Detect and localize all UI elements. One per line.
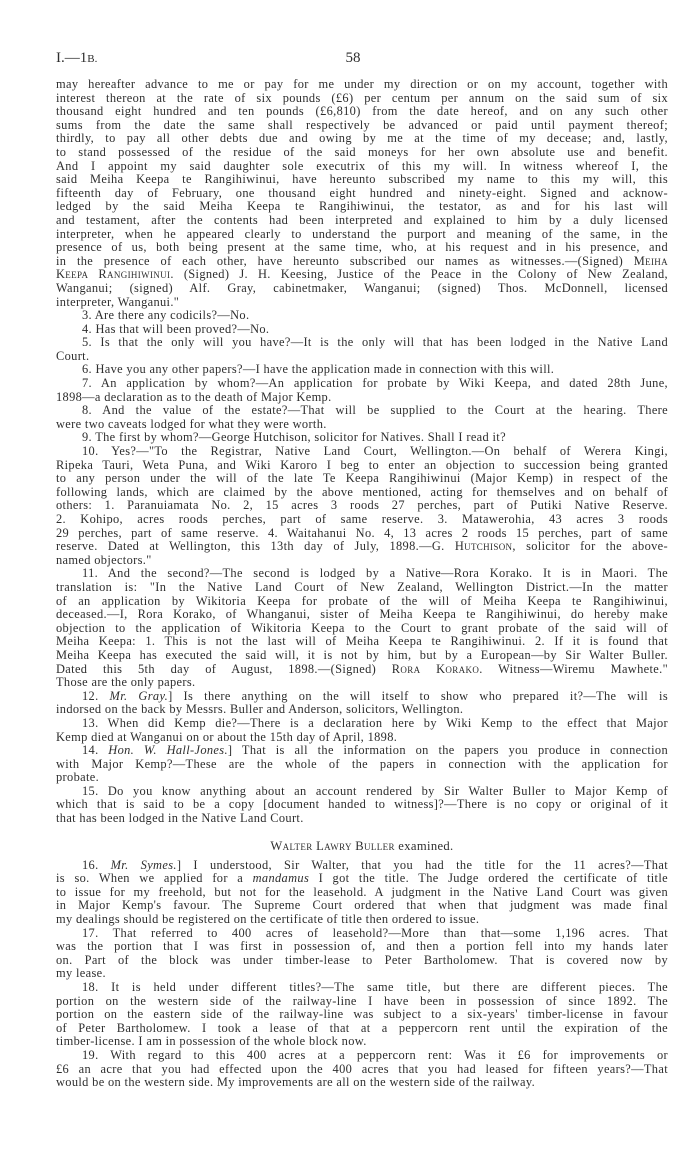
text-line: 8. And the value of the estate?—That will be supplied to the Court at the hearing. There <box>82 403 668 418</box>
text-segment: ] That is all the information on the papers you produce in connection <box>227 743 668 758</box>
text-segment: , solicitor for the above- <box>512 539 668 554</box>
text-line: in Major Kemp's favour. The Supreme Court ordered that when that judgment was made final <box>56 898 668 913</box>
text-line: fifteenth day of February, one thousand eight hundred and ninety-eight. Signed and acknow- <box>56 185 668 200</box>
paragraph <box>56 404 668 431</box>
text-line: 6. Have you any other papers?—I have the application made in connection with this will. <box>82 362 555 377</box>
paragraph <box>56 717 668 744</box>
text-segment: Dated this 5th day of August, 1898.—(Signed) <box>56 661 392 676</box>
paragraph <box>56 744 668 785</box>
italic-text: Mr. Gray. <box>109 688 169 703</box>
text-segment: ] Is there anything on the will itself to show who prepared it?—The will is <box>168 688 668 703</box>
text-line: objection to the application of Wikitoria Keepa to the Court to grant probate of the said will of <box>56 620 668 635</box>
text-line: interpreter, when he appeared clearly to understand the purport and meaning of the same, in the <box>56 226 668 241</box>
text-segment: in the presence of each other, have hereunto subscribed our names as witnesses.—(Signed) <box>56 253 634 268</box>
text-line <box>56 540 668 554</box>
text-line: 3. Are there any codicils?—No. <box>82 308 250 323</box>
paragraph <box>56 785 668 826</box>
small-caps-name: Hutchison <box>454 539 513 554</box>
text-line: probate. <box>56 770 100 785</box>
text-line: timber-license. I am in possession of the whole block now. <box>56 1034 367 1049</box>
page-number: 58 <box>345 50 361 66</box>
text-line: sums from the date the same shall respectively be advanced or paid until payment thereof; <box>56 117 668 132</box>
text-line: to any person under the will of the late Te Keepa Rangihiwinui (Major Kemp) in respect of the <box>56 471 668 486</box>
small-caps-name: Meiha <box>633 253 668 268</box>
text-line <box>56 872 668 886</box>
text-line: 17. That referred to 400 acres of leasehold?—More than that—some 1,196 acres. That <box>82 925 668 940</box>
text-line: which that is said to be a copy [document handed to witness]?—There is no copy or original of it <box>56 797 668 812</box>
text-line: following lands, which are claimed by the above mentioned, acting for themselves and on behalf of <box>56 484 668 499</box>
document-body <box>56 78 668 1090</box>
text-line: thousand eight hundred and ten pounds (£6,810) from the date hereof, and on any such other <box>56 104 668 119</box>
section-heading <box>56 839 668 853</box>
text-line: others: 1. Paranuiamata No. 2, 15 acres 3 roods 27 perches, part of Putiki Native Reserve. <box>56 498 668 513</box>
text-line: Those are the only papers. <box>56 675 196 690</box>
testimony-section-2 <box>56 859 668 1090</box>
text-line: were two caveats lodged for what they were worth. <box>56 416 327 431</box>
text-segment: . Witness—Wiremu Mawhete." <box>479 661 668 676</box>
text-line <box>56 268 668 282</box>
paragraph <box>56 431 668 445</box>
text-line: 13. When did Kemp die?—There is a declaration here by Wiki Kemp to the effect that Major <box>82 715 668 730</box>
paragraph <box>56 1049 668 1090</box>
text-line: Kemp died at Wanganui on or about the 15th day of April, 1898. <box>56 729 398 744</box>
paragraph <box>56 336 668 363</box>
text-segment: 14. <box>82 743 109 758</box>
testimony-section-1 <box>56 78 668 826</box>
text-line: deceased.—I, Rora Korako, of Whanganui, sister of Meiha Keepa te Rangihiwinui, do hereby make <box>56 607 668 622</box>
text-line: 5. Is that the only will you have?—It is the only will that has been lodged in the Native Land <box>82 335 668 350</box>
text-line <box>56 744 668 758</box>
text-line: 18. It is held under different titles?—The same title, but there are different pieces. The <box>82 980 668 994</box>
text-line <box>56 255 668 269</box>
paragraph <box>56 309 668 323</box>
text-line: Wanganui; (signed) Alf. Gray, cabinetmaker, Wanganui; (signed) Thos. McDonnell, licensed <box>56 280 668 295</box>
italic-text: Hon. W. Hall-Jones. <box>108 743 228 758</box>
text-segment: I got the title. The Judge ordered the certificate of title <box>309 871 668 886</box>
text-line: £6 an acre that you had effected upon the 400 acres that you had leased for fifteen years?—That <box>56 1061 668 1076</box>
text-segment: 16. <box>82 857 111 872</box>
text-line: interest thereon at the rate of six pounds (£6) per centum per annum on the said sum of six <box>56 90 668 105</box>
text-segment: (Signed) J. H. Keesing, Justice of the Peace in the Colony of New Zealand, <box>173 267 668 282</box>
text-line: and testament, after the contents had been interpreted and explained to him by a duly licensed <box>56 212 668 227</box>
text-line: Court. <box>56 348 90 363</box>
text-line: thirdly, to pay all other debts due and owing by me at the time of my decease; and, lastly, <box>56 131 668 146</box>
paragraph <box>56 859 668 927</box>
text-line: 9. The first by whom?—George Hutchison, solicitor for Natives. Shall I read it? <box>82 430 506 445</box>
text-line: portion on the western side of the railway-line I have been in possession of since 1892. The <box>56 993 668 1008</box>
witness-name: Walter Lawry Buller <box>270 838 395 853</box>
text-line: And I appoint my said daughter sole executrix of this my will. In witness whereof I, the <box>56 158 668 173</box>
text-line: 4. Has that will been proved?—No. <box>82 321 270 336</box>
text-line: Meiha Keepa has executed the said will, it is not by him, but by a European—by Sir Walter Buller. <box>56 647 668 662</box>
small-caps-name: Rora Korako <box>391 661 480 676</box>
paragraph <box>56 363 668 377</box>
paragraph <box>56 981 668 1049</box>
text-line: my lease. <box>56 966 106 981</box>
text-line: my dealings should be registered on the certificate of title then ordered to issue. <box>56 912 480 927</box>
text-line: that has been lodged in the Native Land Court. <box>56 811 304 826</box>
paragraph <box>56 377 668 404</box>
text-line: was the portion that I was first in possession of, and then a portion fell into my hands later <box>56 939 668 954</box>
paragraph <box>56 323 668 337</box>
text-line: Meiha Keepa: 1. This is not the last will of Meiha Keepa te Rangihiwinui. 2. If it is found that <box>56 634 668 649</box>
text-line: named objectors." <box>56 552 152 567</box>
text-line: ledged by the said Meiha Keepa te Rangihiwinui, the testator, as and for his last will <box>56 199 668 214</box>
text-line: Ripeka Tauri, Weta Puna, and Wiki Karoro I beg to enter an objection to succession being granted <box>56 457 668 472</box>
paragraph <box>56 78 668 309</box>
text-line: presence of us, both being present at the same time, who, at his request and in his presence, and <box>56 240 668 255</box>
text-segment: 12. <box>82 688 110 703</box>
italic-text: Mr. Symes. <box>110 857 177 872</box>
text-line <box>56 663 668 677</box>
text-line: on. Part of the block was under timber-lease to Peter Bartholomew. That is covered now by <box>56 952 668 967</box>
text-line: 15. Do you know anything about an account rendered by Sir Walter Buller to Major Kemp of <box>82 783 668 798</box>
text-line: 7. An application by whom?—An application for probate by Wiki Keepa, and dated 28th June, <box>82 376 668 391</box>
text-line: 29 perches, part of same reserve. 4. Waitahanui No. 4, 13 acres 2 roods 15 perches, part of same <box>56 525 668 540</box>
text-line: may hereafter advance to me or pay for me under my direction or on my account, together with <box>56 77 668 91</box>
document-reference-main: I.—1 <box>56 50 88 66</box>
paragraph <box>56 445 668 567</box>
text-segment: is so. When we applied for a <box>56 871 253 886</box>
text-line: 2. Kohipo, acres roods perches, part of same reserve. 3. Matawerohia, 43 acres 3 roods <box>56 512 668 526</box>
text-line: would be on the western side. My improvements are all on the western side of the railway. <box>56 1075 536 1090</box>
text-line: with Major Kemp?—These are the whole of the papers in connection with the application for <box>56 756 668 771</box>
text-line: translation is: "In the Native Land Court of New Zealand, Wellington District.—In the matter <box>56 579 668 594</box>
text-line: said Meiha Keepa te Rangihiwinui, have hereunto subscribed my name to this my will, this <box>56 172 668 187</box>
text-line: to stand possessed of the residue of the said moneys for her own absolute use and benefit. <box>56 144 668 159</box>
text-segment: reserve. Dated at Wellington, this 13th day of July, 1898.—G. <box>56 539 455 554</box>
small-caps-name: Keepa Rangihiwinui. <box>56 267 174 282</box>
text-line: of Peter Bartholomew. I took a lease of that at a peppercorn rent until the expiration of the <box>56 1020 668 1035</box>
text-line: 19. With regard to this 400 acres at a peppercorn rent: Was it £6 for improvements or <box>82 1047 668 1062</box>
text-line: portion on the eastern side of the railway-line was subject to a six-years' timber-license in favour <box>56 1007 668 1022</box>
text-line: 1898—a declaration as to the death of Major Kemp. <box>56 389 332 404</box>
text-line: 10. Yes?—"To the Registrar, Native Land Court, Wellington.—On behalf of Werera Kingi, <box>82 444 668 459</box>
text-line: 11. And the second?—The second is lodged by a Native—Rora Korako. It is in Maori. The <box>82 566 668 581</box>
paragraph <box>56 567 668 689</box>
text-line <box>56 690 668 704</box>
text-line: interpreter, Wanganui." <box>56 294 180 309</box>
text-line <box>56 859 668 873</box>
paragraph <box>56 690 668 717</box>
text-line: indorsed on the back by Messrs. Buller and Anderson, solicitors, Wellington. <box>56 702 464 717</box>
heading-suffix: examined. <box>394 838 454 853</box>
document-reference-suffix: B. <box>87 53 98 65</box>
text-line: to issue for my freehold, but not for the leasehold. A judgment in the Native Land Court was given <box>56 884 668 899</box>
italic-text: mandamus <box>252 871 310 886</box>
text-segment: ] I understood, Sir Walter, that you had the title for the 11 acres?—That <box>176 857 668 872</box>
paragraph <box>56 927 668 981</box>
text-line: of an application by Wikitoria Keepa for probate of the will of Meiha Keepa te Rangihiwinui, <box>56 593 668 608</box>
